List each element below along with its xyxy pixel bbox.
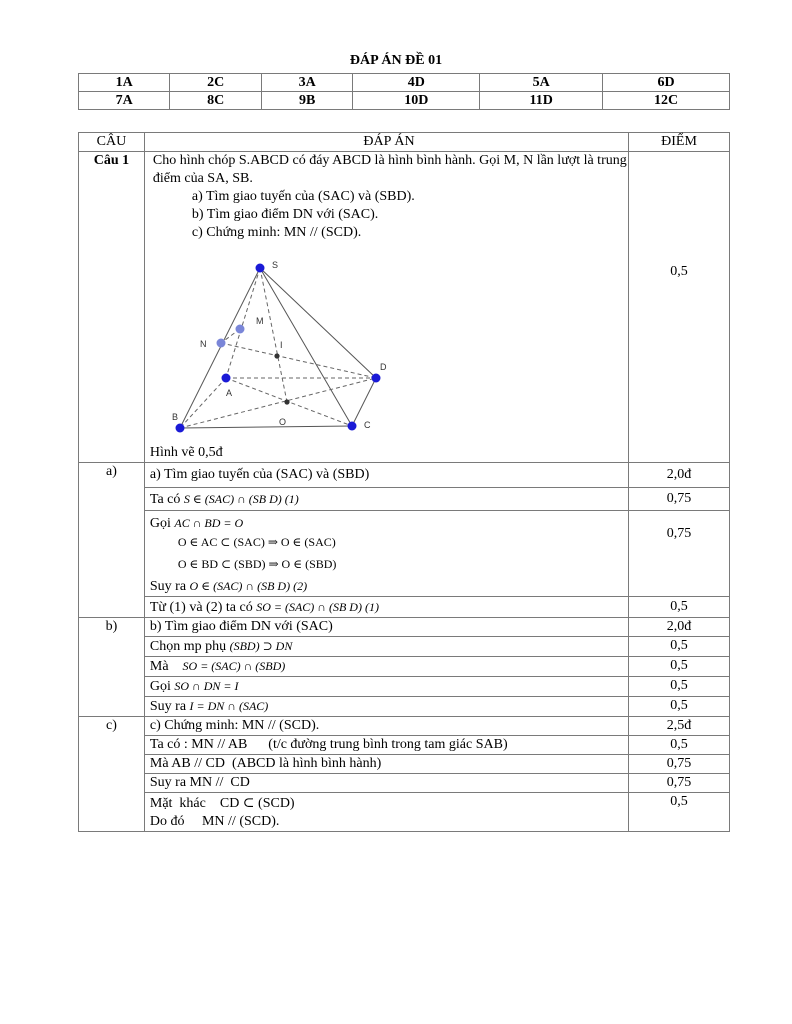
step-math: SO = (SAC) ∩ (SBD) (182, 659, 286, 673)
part-c-step: Mà AB // CD (ABCD là hình bình hành) (144, 755, 628, 774)
part-b-score: 0,5 (629, 657, 730, 677)
point-N (216, 339, 225, 348)
part-c-score: 0,75 (629, 774, 730, 793)
answer-cell: 10D (353, 92, 480, 110)
step-text: Mà (149, 659, 169, 674)
part-a-step2-score: 0,75 (629, 511, 730, 597)
part-c-row (79, 774, 730, 793)
step-math: S ∈ (SAC) ∩ (SB D) (1) (183, 491, 299, 506)
edge-SD (260, 268, 376, 378)
answer-cell: 12C (603, 92, 730, 110)
answer-row-1 (79, 74, 730, 92)
part-b-score: 0,5 (629, 677, 730, 697)
point-O (284, 399, 289, 404)
step-text: Suy ra (149, 579, 187, 594)
question-score: 0,5 (629, 152, 730, 463)
point-B (175, 424, 184, 433)
edge-SC (260, 268, 352, 426)
part-b-step (144, 657, 628, 677)
label-M: M (255, 316, 264, 326)
label-A: A (225, 388, 232, 398)
part-a-label: a) (79, 463, 145, 618)
step-text: Gọi (149, 679, 171, 694)
step-text: Từ (1) và (2) ta có (149, 599, 253, 615)
question-body (144, 152, 628, 463)
part-a-step3-row (79, 597, 730, 618)
part-c-score: 0,5 (629, 736, 730, 755)
step-text: Ta có (149, 491, 181, 507)
step2-line2: O ∈ AC ⊂ (SAC) ⇒ O ∈ (SAC) (177, 535, 336, 549)
edge-ND (221, 343, 376, 378)
part-a-step3 (144, 597, 628, 618)
step2-line1 (150, 514, 628, 533)
page-title: ĐÁP ÁN ĐỀ 01 (349, 53, 443, 68)
label-O: O (278, 417, 286, 427)
part-b-step (144, 637, 628, 657)
part-b-score: 0,5 (629, 637, 730, 657)
step-math: SO = (SAC) ∩ (SB D) (1) (256, 599, 379, 614)
part-b-label: b) (79, 618, 145, 717)
edge-SA (226, 268, 260, 378)
solution-table (78, 132, 730, 832)
part-a-heading-score: 2,0đ (629, 463, 730, 488)
edge-SO (260, 268, 287, 402)
figure-note: Hình vẽ 0,5đ (149, 445, 223, 460)
step2-line4 (150, 577, 628, 596)
question-label: Câu 1 (79, 152, 145, 463)
point-A (221, 374, 230, 383)
point-S (255, 264, 264, 273)
question-parts (150, 188, 628, 242)
part-a-heading: a) Tìm giao tuyến của (SAC) và (SBD) (144, 463, 628, 488)
table-header-row (79, 133, 730, 152)
part-c-last-row (79, 793, 730, 832)
point-D (371, 374, 380, 383)
part-c-heading: c) Chứng minh: MN // (SCD). (144, 717, 628, 736)
part-b-step (144, 697, 628, 717)
question-part: a) Tìm giao tuyến của (SAC) và (SBD). (191, 189, 415, 204)
part-a-heading-row (79, 463, 730, 488)
question-row (79, 152, 730, 463)
part-b-heading-score: 2,0đ (629, 618, 730, 637)
label-D: D (379, 362, 387, 372)
question-intro: Cho hình chóp S.ABCD có đáy ABCD là hình bình hành. Gọi M, N lần lượt là trung điểm của SA, SB. (152, 153, 627, 186)
step-text: Suy ra (149, 699, 187, 714)
label-B: B (171, 412, 178, 422)
step-math: I = DN ∩ (SAC) (189, 699, 269, 713)
answer-cell: 11D (480, 92, 603, 110)
part-b-heading: b) Tìm giao điểm DN với (SAC) (144, 618, 628, 637)
question-part: b) Tìm giao điểm DN với (SAC). (191, 207, 379, 222)
answer-cell: 2C (170, 74, 261, 92)
step-math: O ∈ (SAC) ∩ (SB D) (2) (189, 579, 308, 593)
part-a-step2-row (79, 511, 730, 597)
part-c-step: Ta có : MN // AB (t/c đường trung bình trong tam giác SAB) (144, 736, 628, 755)
header-diem: ĐIỂM (629, 133, 730, 152)
edge-BC (180, 426, 352, 428)
part-a-step1 (144, 488, 628, 511)
answer-cell: 7A (79, 92, 170, 110)
step-math: AC ∩ BD = O (174, 516, 244, 530)
header-dap-an: ĐÁP ÁN (144, 133, 628, 152)
answer-cell: 8C (170, 92, 261, 110)
label-C: C (363, 420, 371, 430)
part-b-row (79, 697, 730, 717)
step-math: SO ∩ DN = I (174, 679, 239, 693)
part-c-score: 0,75 (629, 755, 730, 774)
step-math: (SBD) ⊃ DN (229, 639, 293, 653)
part-c-label: c) (79, 717, 145, 832)
part-b-row (79, 677, 730, 697)
step2-line3: O ∈ BD ⊂ (SBD) ⇒ O ∈ (SBD) (177, 557, 337, 571)
conclusion-line2: Do đó MN // (SCD). (149, 814, 280, 829)
part-c-row (79, 736, 730, 755)
label-S: S (271, 260, 278, 270)
part-c-heading-score: 2,5đ (629, 717, 730, 736)
step-text: Gọi (149, 516, 171, 531)
part-b-row (79, 637, 730, 657)
step-text: Chọn mp phụ (149, 639, 227, 654)
point-I (274, 353, 279, 358)
part-a-step1-score: 0,75 (629, 488, 730, 511)
label-I: I (279, 340, 283, 350)
edge-CD (352, 378, 376, 426)
pyramid-figure (160, 250, 400, 440)
part-a-step1-row (79, 488, 730, 511)
edge-SB (180, 268, 260, 428)
part-b-score: 0,5 (629, 697, 730, 717)
part-c-conclusion (144, 793, 628, 832)
part-a-step2 (144, 511, 628, 597)
part-b-heading-row (79, 618, 730, 637)
part-b-step (144, 677, 628, 697)
edge-BD (180, 378, 376, 428)
answer-key-table (78, 73, 730, 110)
answer-cell: 4D (353, 74, 480, 92)
answer-cell: 3A (261, 74, 352, 92)
point-M (235, 325, 244, 334)
conclusion-line1: Mặt khác CD ⊂ (SCD) (149, 796, 295, 811)
edge-AB (180, 378, 226, 428)
question-part: c) Chứng minh: MN // (SCD). (191, 225, 362, 240)
answer-cell: 1A (79, 74, 170, 92)
part-c-last-score: 0,5 (629, 793, 730, 832)
part-a-step3-score: 0,5 (629, 597, 730, 618)
part-b-row (79, 657, 730, 677)
header-cau: CÂU (79, 133, 145, 152)
part-c-row (79, 755, 730, 774)
label-N: N (199, 339, 207, 349)
answer-cell: 6D (603, 74, 730, 92)
part-c-step: Suy ra MN // CD (144, 774, 628, 793)
point-C (347, 422, 356, 431)
answer-cell: 5A (480, 74, 603, 92)
answer-cell: 9B (261, 92, 352, 110)
answer-row-2 (79, 92, 730, 110)
part-c-heading-row (79, 717, 730, 736)
